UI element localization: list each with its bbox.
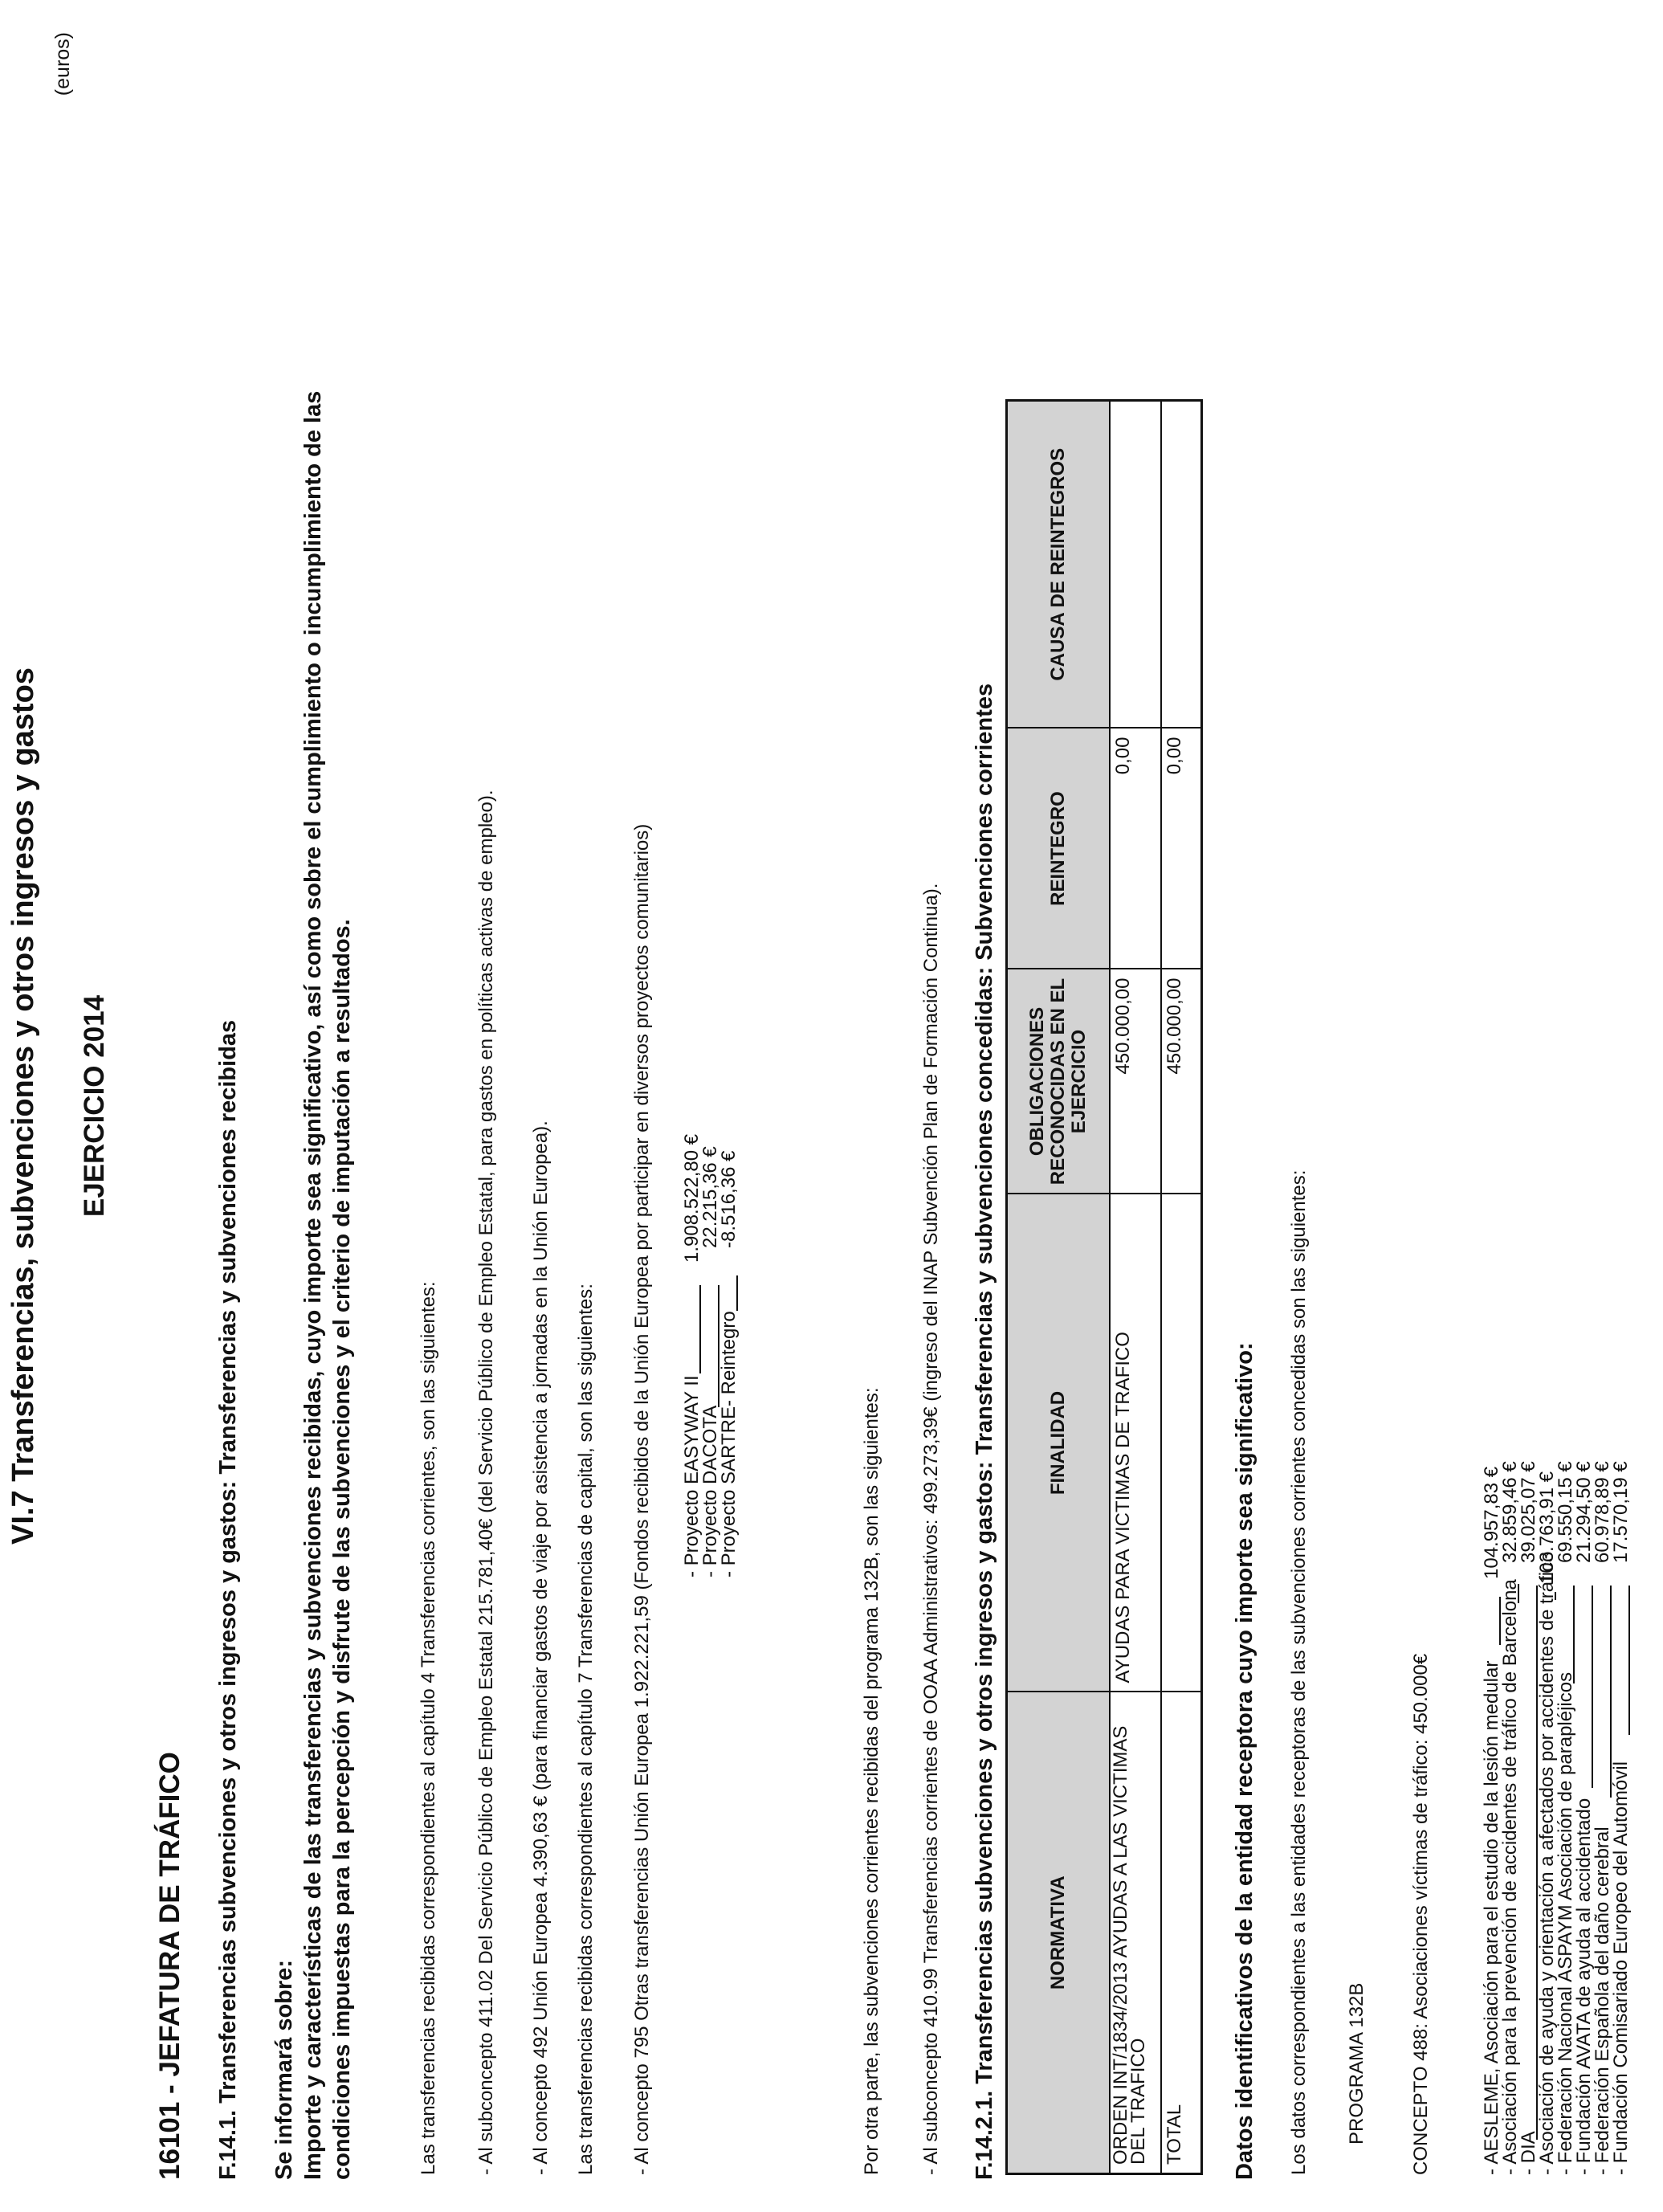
header-reintegro: REINTEGRO: [1007, 728, 1111, 969]
total-empty: [1161, 1194, 1201, 1692]
table-total-row: [1161, 401, 1201, 2174]
entity-value: 103.763,91 €: [1536, 1471, 1558, 1584]
entity-value: 39.025,07 €: [1518, 1461, 1539, 1563]
entity-label: - DIA: [1518, 2131, 1539, 2175]
program-item: - Al subconcepto 410.99 Transferencias corrientes de OOAA Administrativos: 499.273,39€ (ingreso del INAP Subvención Plan de Formación Continua).: [920, 883, 942, 2175]
list-item: [1556, 1292, 1575, 2175]
header-causa: CAUSA DE REINTEGROS: [1007, 401, 1111, 728]
entity-label: - Fundación Comisariado Europeo del Automóvil: [1610, 1761, 1632, 2175]
entity-heading: 16101 - JEFATURA DE TRÁFICO: [154, 1752, 185, 2180]
inform-line-1: Importe y características de las transferencias y subvenciones recibidas, cuyo importe sea significativo, así como sobre el cumplimiento o incumplimiento de las: [300, 390, 326, 2180]
inform-heading: Se informará sobre:: [271, 1960, 297, 2180]
list-item: [683, 1015, 701, 1577]
list-item: [1519, 1292, 1538, 2175]
project-value: 1.908.522,80 €: [681, 1133, 703, 1263]
entity-value: 21.294,50 €: [1573, 1461, 1595, 1563]
cell-normativa: ORDEN INT/1834/2013 AYUDAS A LAS VICTIMAS DEL TRAFICO: [1110, 1692, 1161, 2174]
cell-obligaciones: 450.000,00: [1110, 969, 1161, 1194]
header-finalidad: FINALIDAD: [1007, 1194, 1111, 1692]
entity-label: - Federación Española del daño cerebral: [1592, 1826, 1613, 2175]
chap7-intro: Las transferencias recibidas correspondientes al capítulo 7 Transferencias de capital, son las siguientes:: [575, 1284, 597, 2175]
project-label: - Proyecto EASYWAY II: [681, 1375, 703, 1577]
program-intro: Por otra parte, las subvenciones corrientes recibidas del programa 132B, son las siguientes:: [861, 1387, 882, 2175]
project-label: - Proyecto SARTRE- Reintegro: [718, 1311, 740, 1577]
project-label: - Proyecto DACOTA: [699, 1405, 721, 1577]
cell-finalidad: AYUDAS PARA VICTIMAS DE TRAFICO: [1110, 1194, 1161, 1692]
project-value: 22.215,36 €: [699, 1146, 721, 1248]
chap4-item-1: - Al subconcepto 411.02 Del Servicio Público de Empleo Estatal 215.781,40€ (del Servicio Público de Empleo Estatal, para gastos en políticas activas de empleo).: [475, 790, 497, 2175]
total-label: TOTAL: [1161, 1692, 1201, 2174]
inform-line-2: condiciones impuestas para la percepción y disfrute de las subvenciones y el criterio de imputación a resultados.: [329, 919, 355, 2180]
inform-block: [270, 391, 357, 2180]
currency-note: (euros): [51, 32, 74, 96]
list-item: [1501, 1292, 1519, 2175]
cell-reintegro: 0,00: [1110, 728, 1161, 969]
table-row: [1110, 401, 1161, 2174]
page-title: VI.7 Transferencias, subvenciones y otros ingresos y gastos: [6, 667, 40, 1545]
total-obligaciones: 450.000,00: [1161, 969, 1201, 1194]
list-item: [701, 1015, 719, 1577]
received-section-title: F.14.1. Transferencias subvenciones y otros ingresos y gastos: Transferencias y subvenciones recibidas: [215, 1019, 241, 2180]
list-item: [719, 1015, 738, 1577]
exercise-year: EJERCICIO 2014: [79, 994, 110, 1218]
table-header-row: [1007, 401, 1111, 2174]
entity-value: 60.978,89 €: [1592, 1461, 1613, 1563]
granted-section-title: F.14.2.1. Transferencias subvenciones y otros ingresos y gastos: Transferencias y subvenciones concedidas: Subvenciones corrientes: [972, 683, 997, 2180]
leader-line: [736, 1275, 738, 1311]
entity-value: 69.550,15 €: [1555, 1461, 1576, 1563]
entity-value: 104.957,83 €: [1481, 1466, 1502, 1579]
entity-label: - AESLEME, Asociación para el estudio de la lesión medular: [1481, 1660, 1502, 2175]
total-causa: [1161, 401, 1201, 728]
header-obligaciones: OBLIGACIONES RECONOCIDAS EN EL EJERCICIO: [1007, 969, 1111, 1194]
subsidies-table: [1005, 399, 1203, 2175]
entity-label: - Asociación de ayuda y orientación a afectados por accidentes de tráfico: [1536, 1551, 1558, 2175]
chap7-item: - Al concepto 795 Otras transferencias Unión Europea 1.922.221,59 (Fondos recibidos de la Unión Europea por participar en diversos proyectos comunitarios): [631, 823, 653, 2175]
cell-causa: [1110, 401, 1161, 728]
list-item: [1575, 1292, 1593, 2175]
list-item: [1593, 1292, 1612, 2175]
entity-value: 32.859,46 €: [1499, 1461, 1521, 1563]
entity-label: - Federación Nacional ASPAYM Asociación de parapléjicos: [1555, 1671, 1576, 2175]
recipients-list: [1482, 1292, 1630, 2175]
header-normativa: NORMATIVA: [1007, 1692, 1111, 2174]
project-value: -8.516,36 €: [718, 1150, 740, 1248]
concept-label: CONCEPTO 488: Asociaciones víctimas de tráfico: 450.000€: [1410, 1653, 1432, 2175]
recipients-heading: Datos identificativos de la entidad receptora cuyo importe sea significativo:: [1232, 1342, 1257, 2180]
entity-value: 17.570,19 €: [1610, 1461, 1632, 1563]
chap4-intro: Las transferencias recibidas correspondientes al capítulo 4 Transferencias corrientes, son las siguientes:: [418, 1281, 439, 2175]
list-item: [1538, 1292, 1556, 2175]
list-item: [1482, 1292, 1501, 2175]
program-label: PROGRAMA 132B: [1346, 1982, 1367, 2145]
entity-label: - Asociación para la prevención de accidentes de tráfico de Barcelona: [1499, 1579, 1521, 2175]
total-reintegro: 0,00: [1161, 728, 1201, 969]
list-item: [1612, 1292, 1630, 2175]
chap4-item-2: - Al concepto 492 Unión Europea 4.390,63 € (para financiar gastos de viaje por asistencia a jornadas en la Unión Europea).: [530, 1120, 552, 2175]
recipients-intro: Los datos correspondientes a las entidades receptoras de las subvenciones corrientes concedidas son las siguientes:: [1288, 1169, 1310, 2175]
entity-label: - Fundación AVATA de ayuda al accidentado: [1573, 1798, 1595, 2175]
leader-line: [1628, 1586, 1630, 1735]
projects-list: [683, 1015, 738, 1577]
